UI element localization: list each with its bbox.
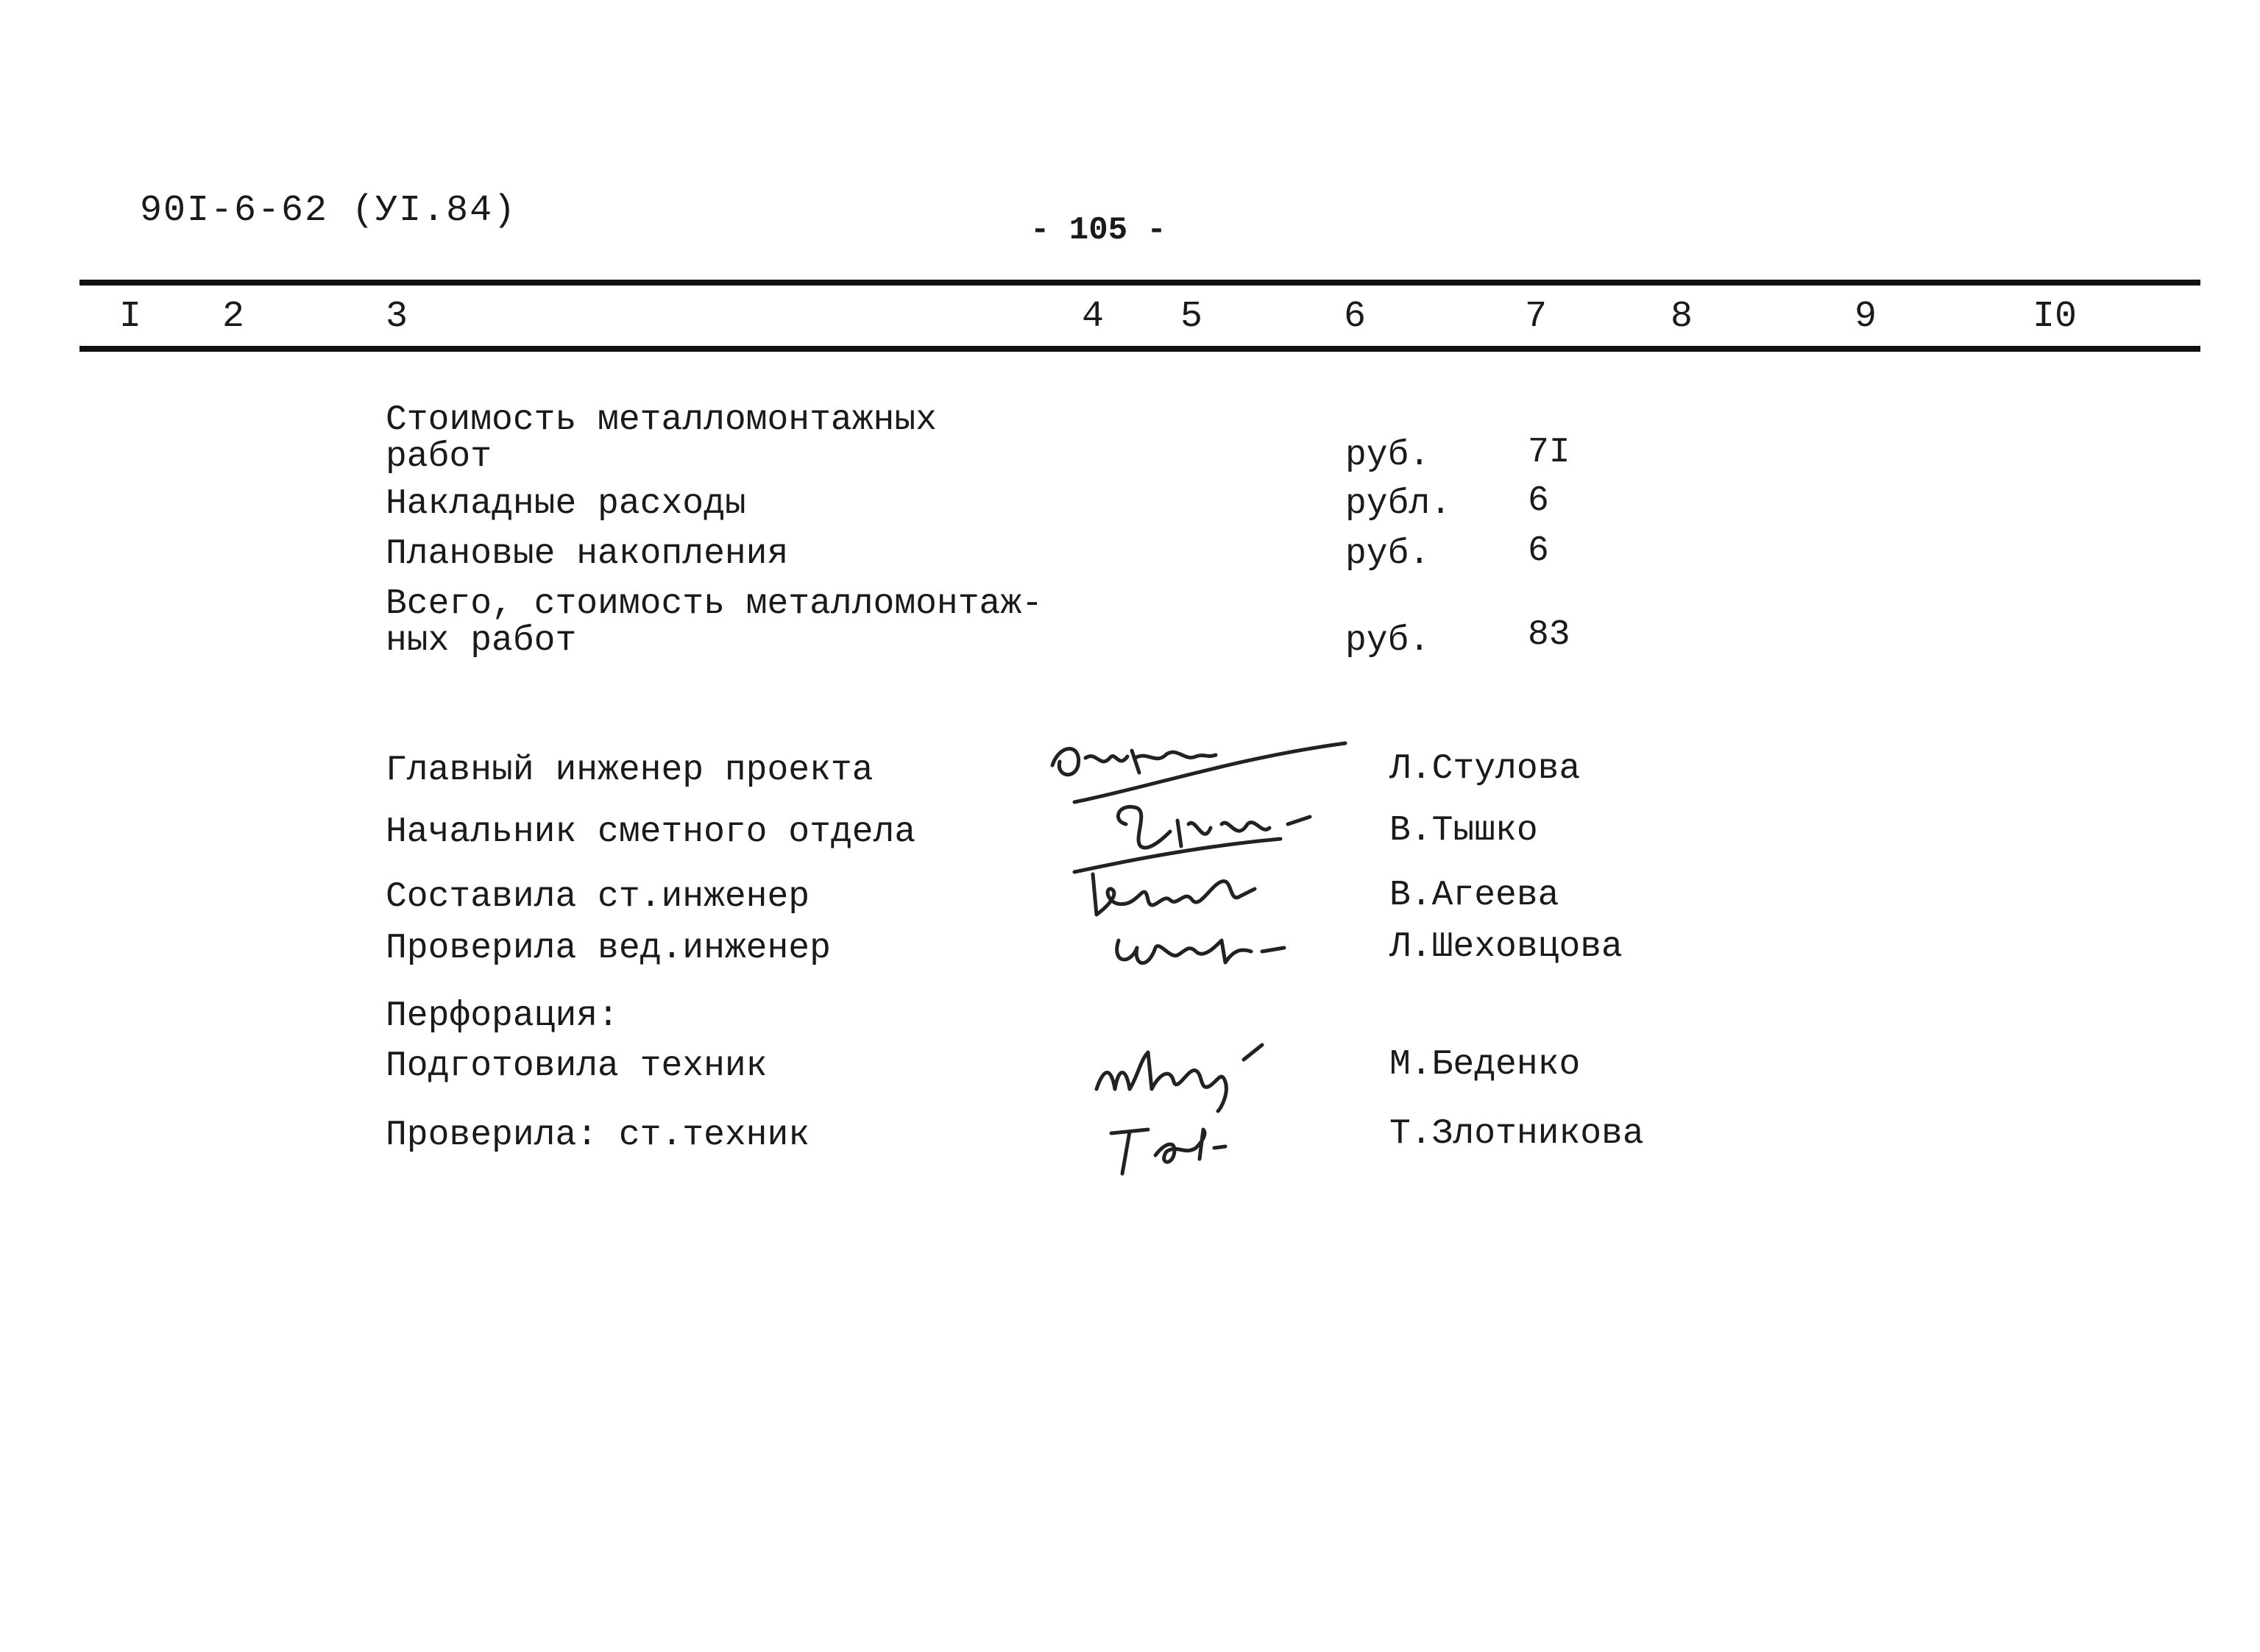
- signatory-name: Л.Стулова: [1389, 749, 1581, 789]
- signatory-role: Начальник сметного отдела: [386, 812, 916, 852]
- cost-row-unit: рубл.: [1345, 484, 1452, 524]
- column-header-6: 6: [1344, 296, 1367, 338]
- column-header-3: 3: [386, 296, 408, 338]
- column-header-2: 2: [222, 296, 245, 338]
- cost-row-label: Стоимость металломонтажных: [386, 400, 937, 440]
- signature-perforation-checker: [1097, 1111, 1266, 1185]
- column-header-8: 8: [1671, 296, 1693, 338]
- cost-row-label: ных работ: [386, 621, 577, 661]
- cost-row-label: работ: [386, 437, 492, 477]
- table-bottom-rule: [79, 346, 2200, 352]
- signature-checker: [1104, 918, 1325, 985]
- signatory-role: Подготовила техник: [386, 1046, 768, 1086]
- column-header-4: 4: [1082, 296, 1105, 338]
- cost-row-unit: руб.: [1345, 436, 1431, 475]
- cost-row-value: 6: [1528, 481, 1549, 521]
- signatory-name: М.Беденко: [1389, 1045, 1581, 1085]
- column-header-1: I: [119, 296, 142, 338]
- cost-row-label: Всего, стоимость металломонтаж-: [386, 584, 1043, 624]
- signature-perforation-preparer: [1082, 1038, 1303, 1119]
- column-header-10: I0: [2033, 296, 2077, 338]
- signatory-role: Проверила: ст.техник: [386, 1116, 810, 1155]
- signatory-name: В.Агеева: [1389, 876, 1559, 915]
- column-header-9: 9: [1855, 296, 1877, 338]
- signatory-role: Составила ст.инженер: [386, 877, 810, 917]
- page-number: - 105 -: [1030, 212, 1166, 249]
- cost-row-value: 6: [1528, 531, 1549, 571]
- signatory-name: Т.Злотникова: [1389, 1114, 1644, 1154]
- signatory-role: Проверила вед.инженер: [386, 929, 831, 968]
- signatory-name: В.Тышко: [1389, 811, 1538, 851]
- column-header-5: 5: [1180, 296, 1203, 338]
- cost-row-unit: руб.: [1345, 534, 1431, 574]
- document-code: 90I-6-62 (УI.84): [140, 190, 517, 232]
- cost-row-value: 7I: [1528, 433, 1570, 472]
- table-top-rule: [79, 280, 2200, 286]
- signatory-role: Главный инженер проекта: [386, 751, 874, 790]
- column-header-7: 7: [1525, 296, 1548, 338]
- cost-row-label: Накладные расходы: [386, 484, 746, 524]
- cost-row-unit: руб.: [1345, 621, 1431, 661]
- perforation-heading: Перфорация:: [386, 996, 619, 1036]
- signatory-name: Л.Шеховцова: [1389, 927, 1623, 967]
- cost-row-label: Плановые накопления: [386, 534, 789, 574]
- cost-row-value: 83: [1528, 615, 1570, 655]
